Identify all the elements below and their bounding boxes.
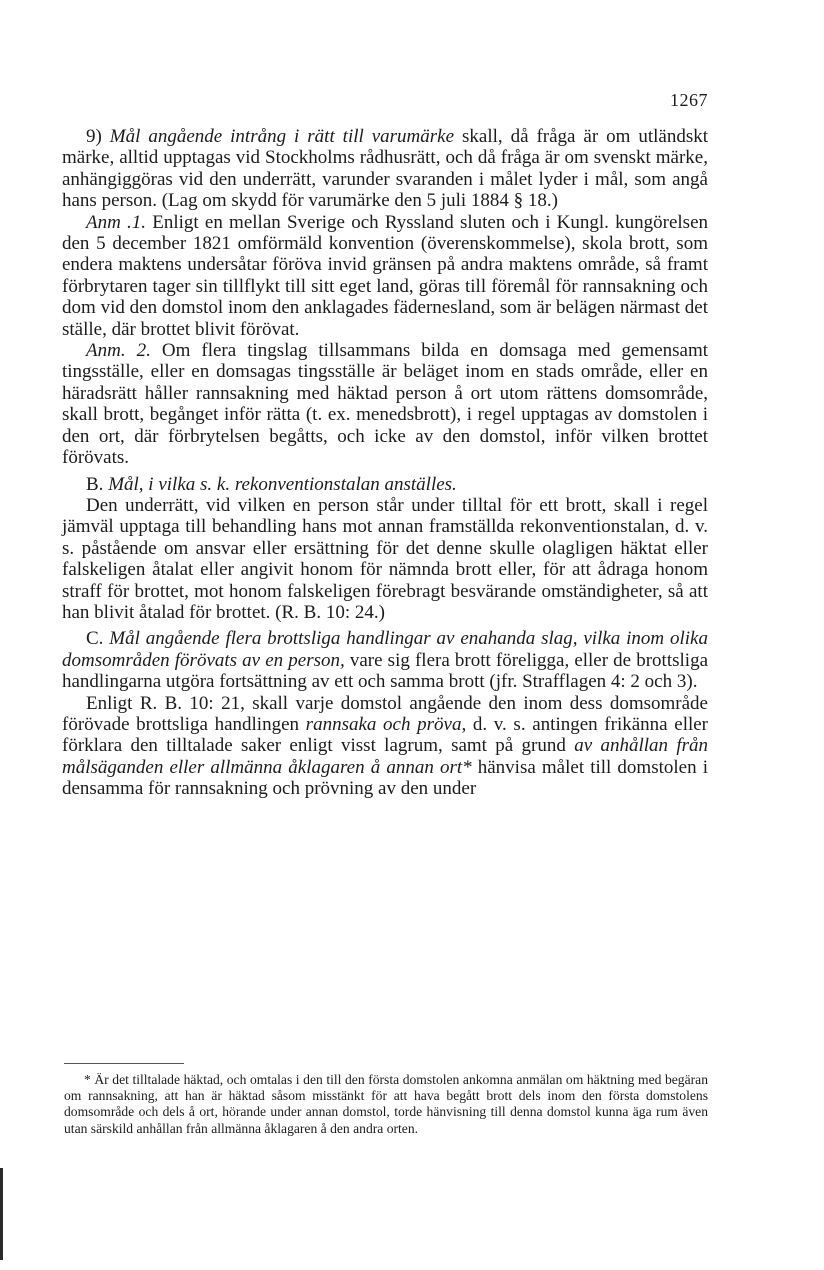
note-label: Anm. 2. bbox=[86, 340, 151, 362]
body-text bbox=[62, 126, 708, 800]
section-letter: C. bbox=[86, 628, 110, 650]
paragraph-text: d. v. s. antingen frikänna eller förklara den tilltalade saker enligt visst lagrum, samt på grund bbox=[62, 713, 709, 757]
section-title: Mål, i vilka s. k. rekonventionstalan anställes. bbox=[108, 473, 457, 495]
paragraph-text: Om flera tingslag tillsammans bilda en domsaga med gemensamt tingsställe, eller en domsagas tingsställe är beläget inom en stads område, eller en häradsrätt håller rannsakning med häktad person å ort utom rättens domsområde, skall brott, begånget inför rätta (t. ex. menedsbrott), i regel upptagas av domstolen i den ort, där förbrytelsen begåtts, och icke av den domstol, inför vilken brottet förövats. bbox=[62, 340, 709, 469]
paragraph-rb-10-21 bbox=[62, 693, 708, 800]
paragraph-text: Enligt R. B. 10: 21, skall varje domstol angående den inom dess domsområde förövade brottsliga handlingen bbox=[62, 692, 708, 735]
paragraph-italic-title: Mål angående intrång i rätt till varumärke bbox=[109, 126, 455, 147]
paragraph-text: hänvisa målet till domstolen i densamma för rannsakning och prövning av den under bbox=[62, 756, 708, 800]
paragraph-text: Den underrätt, vid vilken en person står under tilltal för ett brott, skall i regel jämväl upptaga till behandling hans mot annan framställda rekonventionstalan, d. v. s. påstående om ansvar eller ersättning för det denne skulle olagligen häktat eller falskeligen åtalat eller angivit honom för nämnda brott eller, för att ådraga honom straff för brottet, mot honom falskeligen förebragt besvärande omständigheter, så att han blivit åtalad för brottet. (R. B. 10: 24.) bbox=[62, 494, 708, 623]
paragraph-text: Enligt en mellan Sverige och Ryssland sluten och i Kungl. kungörelsen den 5 december 1821 omförmäld konvention (överenskommelse), skola brott, som endera maktens undersåtar förövа invid gränsen på andra maktens område, så framt förbrytaren tager sin tillflykt till sitt eget land, göras till föremål för rannsakning och dom vid den domstol inom den anklagades fädernesland, som är belägen närmast det ställe, där brottet blivit förövat. bbox=[62, 211, 708, 340]
paragraph-anm-2 bbox=[62, 340, 708, 468]
paragraph-text: skall, då fråga är om utländskt märke, alltid upptagas vid Stockholms rådhusrätt, och då fråga är om svenskt märke, anhängiggöras vid den underrätt, varunder svaranden i målet lyder i mål, som angå hans person. (Lag om skydd för varumärke den 5 juli 1884 § 18.) bbox=[62, 126, 709, 212]
paragraph-lead: 9) bbox=[86, 126, 110, 147]
section-title: Mål angående flera brottsliga handlingar av enahanda slag, vilka inom olika domsområden förövats av en person, bbox=[62, 628, 708, 671]
scan-edge-mark bbox=[0, 1168, 3, 1260]
paragraph-rekonvention bbox=[62, 495, 708, 623]
footnote-divider bbox=[64, 1063, 184, 1064]
note-label: Anm .1. bbox=[86, 211, 147, 233]
section-heading-b bbox=[62, 474, 708, 495]
paragraph-9-trademark bbox=[62, 126, 708, 212]
page-number: 1267 bbox=[670, 90, 708, 110]
footnote-text: * Är det tilltalade häktad, och omtalas i den till den första domstolen ankomna anmälan om häktning med begäran om rannsakning, att han är häktad såsom misstänkt för att hava begått brott dels inom den första domstolens domsområde och dels å ort, hörande under annan domstol, torde hänvisning till denna domstol kunna äga rum även utan särskild anhållan från allmänna åklagaren å den andra orten. bbox=[64, 1072, 708, 1136]
paragraph-text: vare sig flera brott föreligga, eller de brottsliga handlingarna utgöra fortsättning av ett och samma brott (jfr. Strafflagen 4: 2 och 3). bbox=[62, 649, 708, 693]
paragraph-italic-phrase: rannsaka och pröva, bbox=[305, 713, 467, 735]
paragraph-italic-phrase: av anhållan från målsäganden eller allmänna åklagaren å annan ort* bbox=[62, 735, 708, 778]
paragraph-anm-1 bbox=[62, 212, 708, 340]
section-heading-c bbox=[62, 628, 708, 692]
footnote-block bbox=[64, 1072, 708, 1137]
section-letter: B. bbox=[86, 473, 109, 495]
